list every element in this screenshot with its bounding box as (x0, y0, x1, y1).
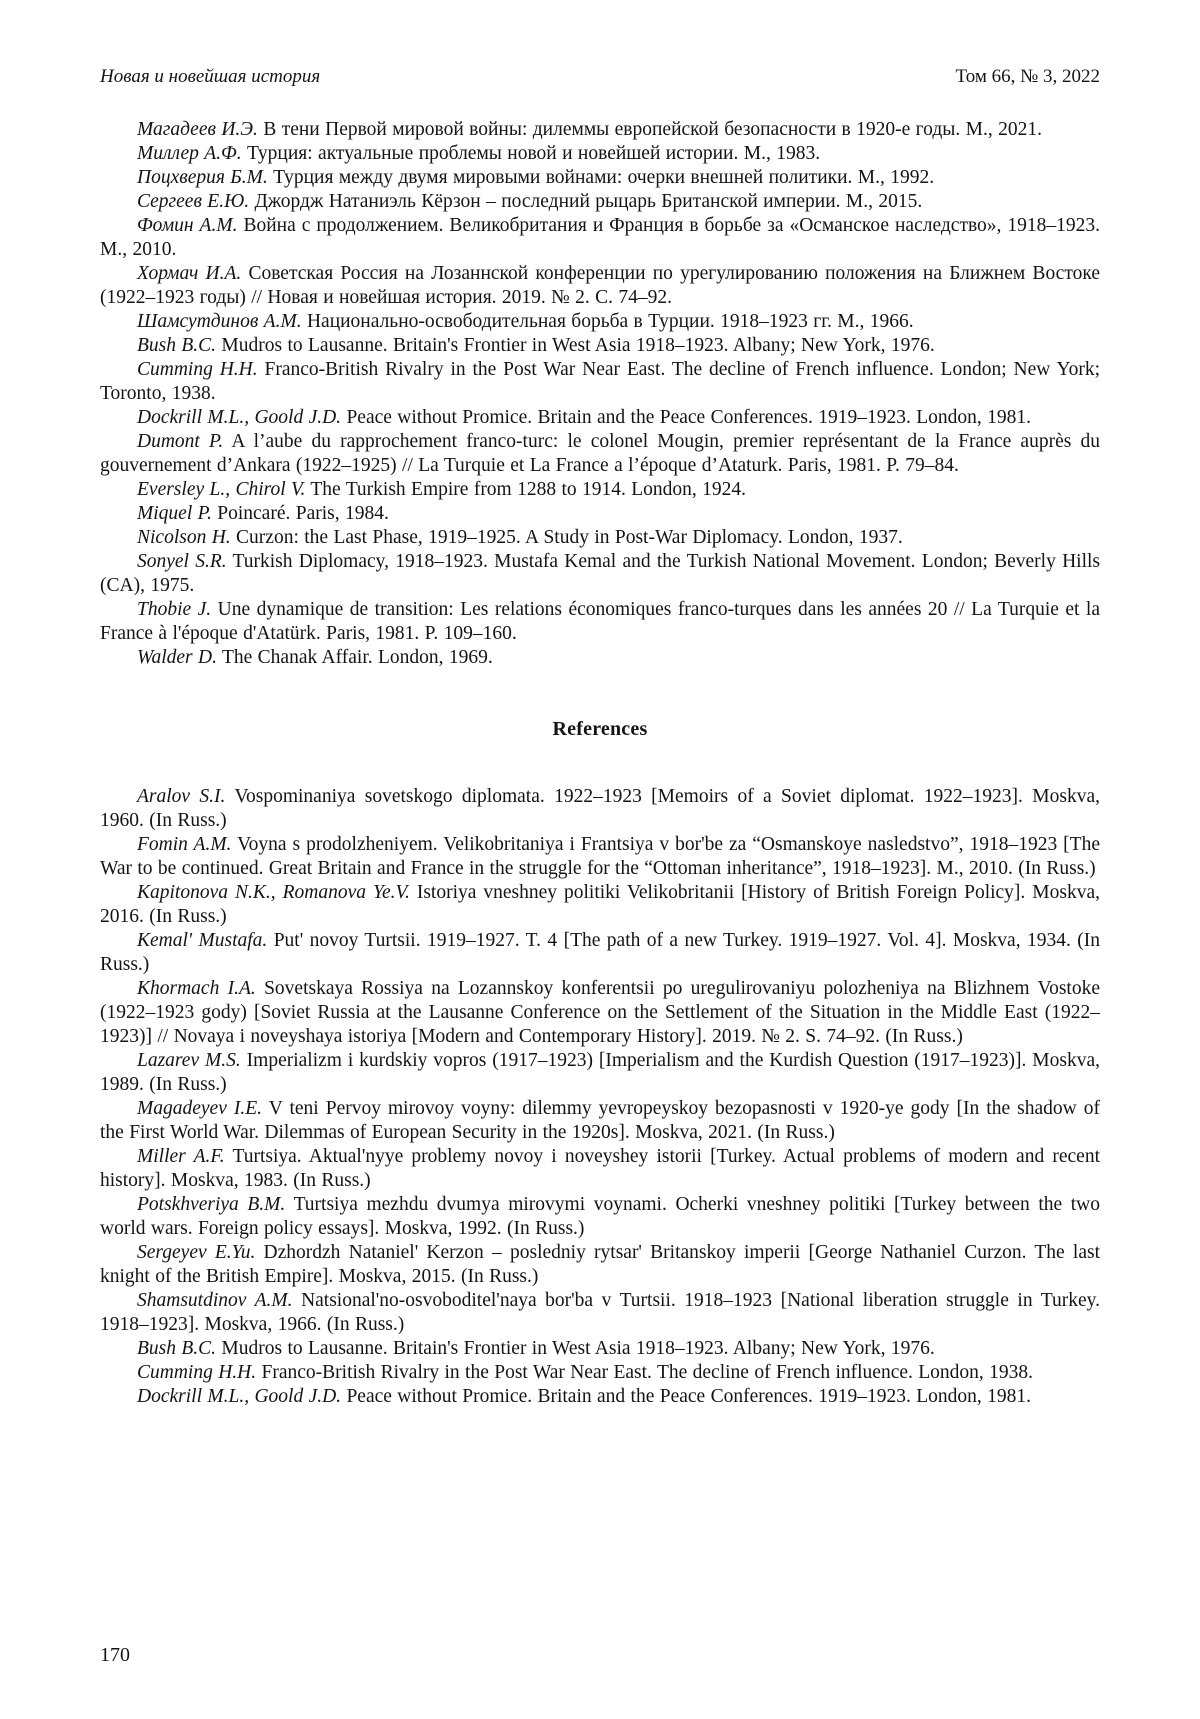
reference-entry (100, 646, 1100, 670)
entry-author: Cumming H.H. (137, 1362, 257, 1383)
entry-author: Walder D. (137, 647, 217, 668)
running-head-journal-title: Новая и новейшая история (100, 66, 321, 87)
entry-author: Магадеев И.Э. (137, 119, 258, 140)
reference-entry (100, 262, 1100, 310)
reference-entry (100, 142, 1100, 166)
reference-entry (100, 1193, 1100, 1241)
entry-text: Mudros to Lausanne. Britain's Frontier in West Asia 1918–1923. Albany; New York, 1976. (221, 1338, 935, 1359)
entry-author: Фомин А.М. (137, 215, 238, 236)
entry-author: Sergeyev E.Yu. (137, 1242, 256, 1263)
entry-text: Franco-British Rivalry in the Post War Near East. The decline of French influence. London; New York; Toronto, 1938. (100, 359, 1101, 404)
reference-entry (100, 929, 1100, 977)
reference-entry (100, 166, 1100, 190)
entry-text: Война с продолжением. Великобритания и Франция в борьбе за «Османское наследство», 1918–1923. М., 2010. (100, 215, 1101, 260)
entry-text: Franco-British Rivalry in the Post War Near East. The decline of French influence. London, 1938. (261, 1362, 1034, 1383)
reference-entry (100, 833, 1100, 881)
entry-text: Put' novoy Turtsii. 1919–1927. T. 4 [The path of a new Turkey. 1919–1927. Vol. 4]. Moskva, 1934. (In Russ.) (100, 930, 1100, 975)
reference-entry (100, 598, 1100, 646)
entry-text: Турция: актуальные проблемы новой и новейшей истории. М., 1983. (246, 143, 821, 164)
entry-text: Voyna s prodolzheniyem. Velikobritaniya i Frantsiya v bor'be za “Osmanskoye nasledstvo”, 1918–1923 [The War to be continued. Great Britain and France in the struggle for the “Ottoman inheritance”, 1918–1923]. M., 2010. (In Russ.) (100, 834, 1100, 879)
reference-entry (100, 550, 1100, 598)
running-head-volume-issue: Том 66, № 3, 2022 (955, 66, 1100, 87)
entry-text: Imperializm i kurdskiy vopros (1917–1923) [Imperialism and the Kurdish Question (1917–1923)]. Moskva, 1989. (In Russ.) (100, 1050, 1101, 1095)
page-number: 170 (100, 1644, 130, 1666)
entry-text: Dzhordzh Nataniel' Kerzon – posledniy rytsar' Britanskoy imperii [George Nathaniel Curzon. The last knight of the British Empire]. Moskva, 2015. (In Russ.) (100, 1242, 1100, 1287)
reference-entry (100, 977, 1100, 1049)
entry-text: The Chanak Affair. London, 1969. (221, 647, 493, 668)
entry-author: Dumont P. (137, 431, 224, 452)
entry-text: Sovetskaya Rossiya na Lozannskoy konferentsii po uregulirovaniyu polozheniya na Blizhnem Vostoke (1922–1923 gody) [Soviet Russia at the Lausanne Conference on the Settlement of the Situation in the Middle East (1922–1923)] // Novaya i noveyshaya istoriya [Modern and Contemporary History]. 2019. № 2. S. 74–92. (In Russ.) (100, 978, 1100, 1047)
entry-text: Turtsiya. Aktual'nyye problemy novoy i noveyshey istorii [Turkey. Actual problems of modern and recent history]. Moskva, 1983. (In Russ.) (100, 1146, 1100, 1191)
reference-entry (100, 214, 1100, 262)
reference-entry (100, 1145, 1100, 1193)
entry-author: Поцхверия Б.М. (137, 167, 268, 188)
entry-text: Vospominaniya sovetskogo diplomata. 1922–1923 [Memoirs of a Soviet diplomat. 1922–1923]. Moskva, 1960. (In Russ.) (100, 786, 1100, 831)
entry-author: Eversley L., Chirol V. (137, 479, 306, 500)
entry-text: Джордж Натаниэль Кёрзон – последний рыцарь Британской империи. М., 2015. (254, 191, 923, 212)
entry-author: Shamsutdinov A.M. (137, 1290, 293, 1311)
reference-entry (100, 881, 1100, 929)
entry-author: Miller A.F. (137, 1146, 225, 1167)
entry-text: The Turkish Empire from 1288 to 1914. London, 1924. (310, 479, 747, 500)
reference-entry (100, 1337, 1100, 1361)
entry-text: Турция между двумя мировыми войнами: очерки внешней политики. М., 1992. (273, 167, 935, 188)
entry-author: Миллер А.Ф. (137, 143, 242, 164)
entry-author: Magadeyev I.E. (137, 1098, 263, 1119)
entry-text: В тени Первой мировой войны: дилеммы европейской безопасности в 1920-е годы. М., 2021. (263, 119, 1042, 140)
references-heading: References (552, 718, 648, 740)
entry-text: Советская Россия на Лозаннской конференции по урегулированию положения на Ближнем Востоке (1922–1923 годы) // Новая и новейшая история. 2019. № 2. С. 74–92. (100, 263, 1100, 308)
entry-text: V teni Pervoy mirovoy voyny: dilemmy yevropeyskoy bezopasnosti v 1920-ye gody [In the shadow of the First World War. Dilemmas of European Security in the 1920s]. Moskva, 2021. (In Russ.) (100, 1098, 1100, 1143)
entry-author: Сергеев Е.Ю. (137, 191, 250, 212)
entry-author: Cumming H.H. (137, 359, 258, 380)
entry-author: Dockrill M.L., Goold J.D. (137, 407, 342, 428)
entry-text: Natsional'no-osvoboditel'naya bor'ba v Turtsii. 1918–1923 [National liberation struggle in Turkey. 1918–1923]. Moskva, 1966. (In Russ.) (100, 1290, 1101, 1335)
reference-entry (100, 1097, 1100, 1145)
entry-author: Kemal' Mustafa. (137, 930, 268, 951)
entry-author: Fomin A.M. (137, 834, 232, 855)
entry-text: Poincaré. Paris, 1984. (217, 503, 389, 524)
entry-author: Miquel P. (137, 503, 212, 524)
reference-entry (100, 526, 1100, 550)
entry-author: Dockrill M.L., Goold J.D. (137, 1386, 342, 1407)
entry-author: Bush B.C. (137, 335, 217, 356)
entry-text: Peace without Promice. Britain and the Peace Conferences. 1919–1923. London, 1981. (346, 1386, 1032, 1407)
reference-entry (100, 785, 1100, 833)
entry-text: Une dynamique de transition: Les relations économiques franco-turques dans les années 20 // La Turquie et la France à l'époque d'Atatürk. Paris, 1981. P. 109–160. (100, 599, 1101, 644)
entry-text: Turkish Diplomacy, 1918–1923. Mustafa Kemal and the Turkish National Movement. London; Beverly Hills (CA), 1975. (100, 551, 1100, 596)
reference-entry (100, 1289, 1100, 1337)
entry-author: Thobie J. (137, 599, 212, 620)
entry-author: Aralov S.I. (137, 786, 226, 807)
references-section (100, 785, 1100, 1409)
entry-text: Istoriya vneshney politiki Velikobritanii [History of British Foreign Policy]. Moskva, 2016. (In Russ.) (100, 882, 1100, 927)
entry-author: Bush B.C. (137, 1338, 217, 1359)
entry-text: Mudros to Lausanne. Britain's Frontier in West Asia 1918–1923. Albany; New York, 1976. (221, 335, 935, 356)
reference-entry (100, 478, 1100, 502)
reference-entry (100, 502, 1100, 526)
reference-entry (100, 358, 1100, 406)
reference-entry (100, 190, 1100, 214)
running-head (100, 66, 1100, 88)
entry-author: Sonyel S.R. (137, 551, 227, 572)
reference-entry (100, 310, 1100, 334)
entry-text: Turtsiya mezhdu dvumya mirovymi voynami. Ocherki vneshney politiki [Turkey between the two world wars. Foreign policy essays]. Moskva, 1992. (In Russ.) (100, 1194, 1100, 1239)
entry-author: Lazarev M.S. (137, 1050, 241, 1071)
entry-text: Curzon: the Last Phase, 1919–1925. A Study in Post-War Diplomacy. London, 1937. (236, 527, 903, 548)
entry-text: A l’aube du rapprochement franco-turc: le colonel Mougin, premier représentant de la France auprès du gouvernement d’Ankara (1922–1925) // La Turquie et La France a l’époque d’Ataturk. Paris, 1981. P. 79–84. (100, 431, 1100, 476)
entry-author: Kapitonova N.K., Romanova Ye.V. (137, 882, 410, 903)
entry-author: Хормач И.А. (137, 263, 242, 284)
reference-entry (100, 334, 1100, 358)
reference-entry (100, 430, 1100, 478)
entry-author: Шамсутдинов А.М. (137, 311, 302, 332)
entry-author: Potskhveriya B.M. (137, 1194, 286, 1215)
reference-entry (100, 1361, 1100, 1385)
entry-text: Peace without Promice. Britain and the Peace Conferences. 1919–1923. London, 1981. (346, 407, 1032, 428)
bibliography-section (100, 118, 1100, 670)
entry-author: Khormach I.A. (137, 978, 256, 999)
reference-entry (100, 406, 1100, 430)
entry-text: Национально-освободительная борьба в Турции. 1918–1923 гг. М., 1966. (306, 311, 914, 332)
reference-entry (100, 1385, 1100, 1409)
reference-entry (100, 118, 1100, 142)
entry-author: Nicolson H. (137, 527, 231, 548)
reference-entry (100, 1049, 1100, 1097)
reference-entry (100, 1241, 1100, 1289)
